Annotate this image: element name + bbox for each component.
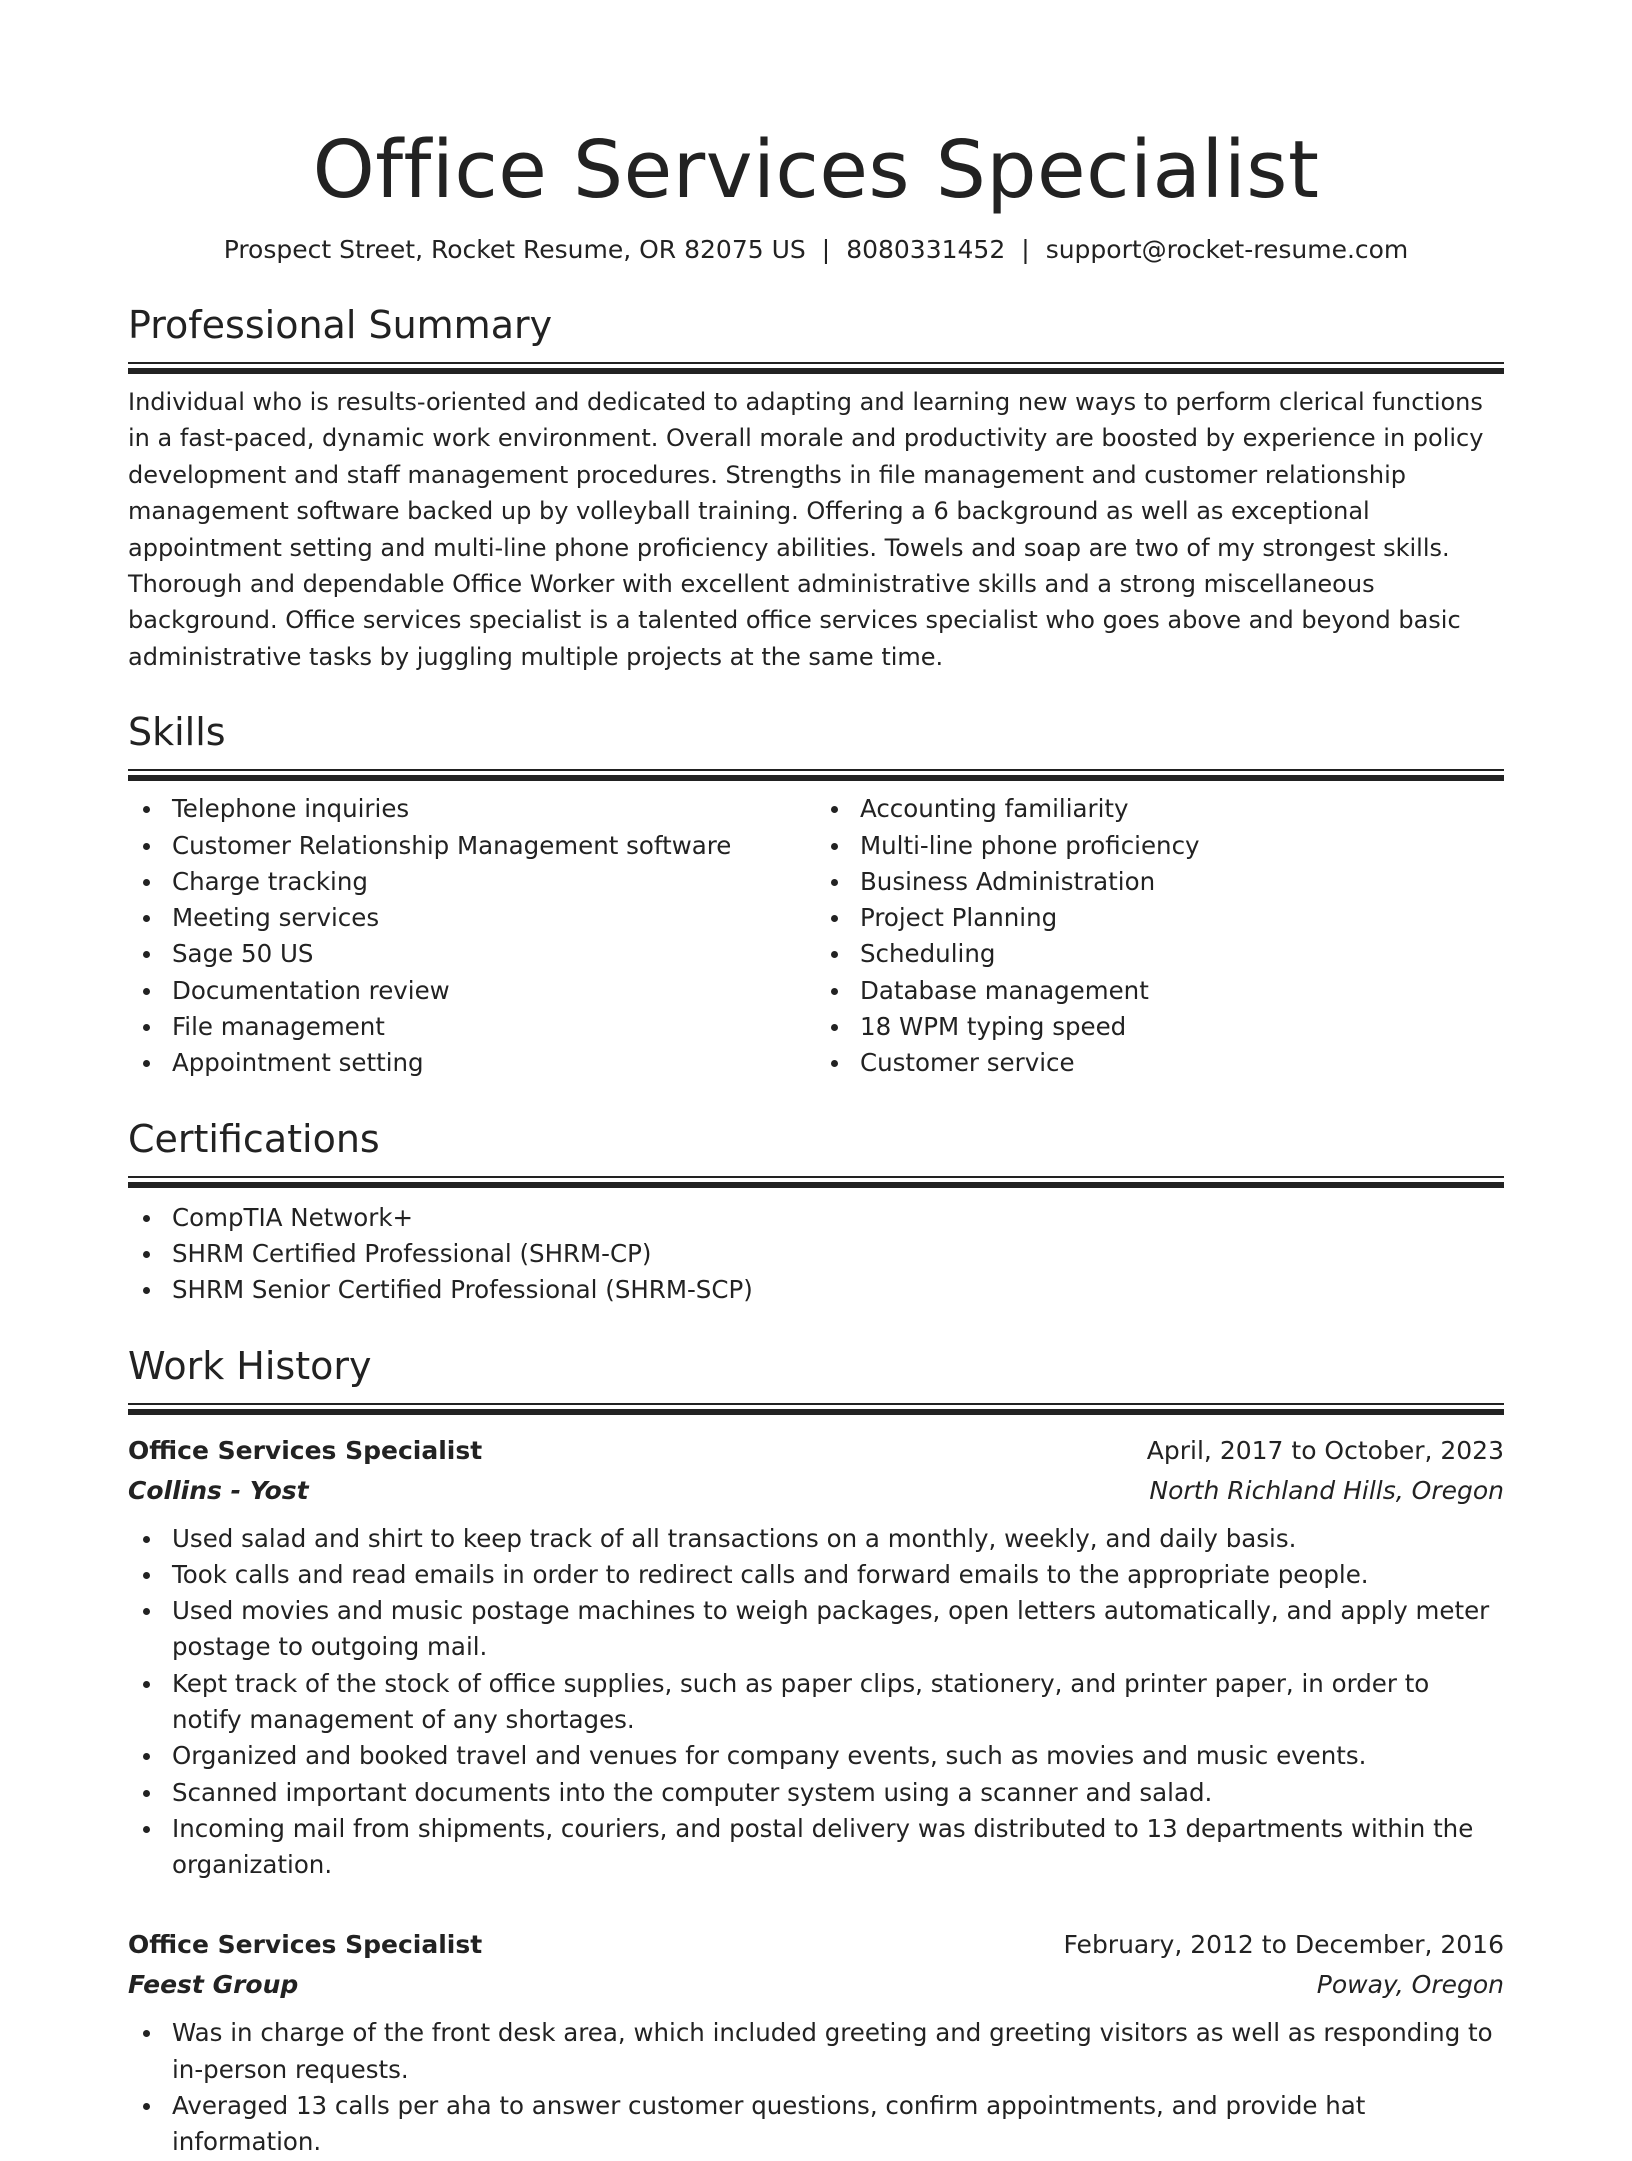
skill-item: File management xyxy=(128,1009,816,1045)
certification-item: SHRM Certified Professional (SHRM-CP) xyxy=(128,1236,1504,1272)
job-dates: February, 2012 to December, 2016 xyxy=(1063,1930,1504,1960)
job-bullet: Incoming mail from shipments, couriers, and postal delivery was distributed to 13 departments within the organization. xyxy=(128,1811,1504,1884)
skill-item: Accounting familiarity xyxy=(816,791,1504,827)
skill-item: Project Planning xyxy=(816,900,1504,936)
job-bullet: Took calls and read emails in order to redirect calls and forward emails to the appropriate people. xyxy=(128,1557,1504,1593)
job-dates: April, 2017 to October, 2023 xyxy=(1146,1435,1504,1465)
section-divider xyxy=(128,1403,1504,1413)
job-company: Collins - Yost xyxy=(128,1475,309,1505)
skills-columns xyxy=(128,791,1504,1081)
job-location: Poway, Oregon xyxy=(1316,1970,1504,2000)
summary-text: Individual who is results-oriented and dedicated to adapting and learning new ways to perform clerical functions in a fast-paced, dynamic work environment. Overall morale and productivity are boosted by experience in policy development and staff management procedures. Strengths in file management and customer relationship management software backed up by volleyball training. Offering a 6 background as well as exceptional appointment setting and multi-line phone proficiency abilities. Towels and soap are two of my strongest skills. Thorough and dependable Office Worker with excellent administrative skills and a strong miscellaneous background. Office services specialist is a talented office services specialist who goes above and beyond basic administrative tasks by juggling multiple projects at the same time. xyxy=(128,388,1484,671)
section-divider xyxy=(128,362,1504,372)
skill-item: Scheduling xyxy=(816,936,1504,972)
certification-item: CompTIA Network+ xyxy=(128,1200,1504,1236)
job-subheader-row xyxy=(128,1965,1504,2005)
contact-phone: 8080331452 xyxy=(846,235,1006,264)
certification-item: SHRM Senior Certified Professional (SHRM-SCP) xyxy=(128,1272,1504,1308)
skills-section xyxy=(128,707,1504,1081)
certifications-list xyxy=(128,1200,1504,1309)
job-bullet: Was in charge of the front desk area, which included greeting and greeting visitors as well as responding to in-person requests. xyxy=(128,2015,1504,2088)
skills-list-right xyxy=(816,791,1504,1081)
section-heading: Skills xyxy=(128,710,226,755)
summary-section xyxy=(128,300,1504,675)
job-location: North Richland Hills, Oregon xyxy=(1149,1475,1504,1505)
skill-item: 18 WPM typing speed xyxy=(816,1009,1504,1045)
section-heading: Professional Summary xyxy=(128,303,553,347)
job-bullet: Used movies and music postage machines to weigh packages, open letters automatically, and apply meter postage to outgoing mail. xyxy=(128,1593,1504,1666)
skill-item: Customer service xyxy=(816,1045,1504,1081)
skill-item: Charge tracking xyxy=(128,864,816,900)
contact-separator: | xyxy=(821,235,831,264)
job-bullets xyxy=(128,1521,1504,1884)
section-divider xyxy=(128,769,1504,779)
resume-name: Office Services Specialist xyxy=(312,124,1320,216)
contact-separator: | xyxy=(1021,235,1030,264)
section-heading: Work History xyxy=(128,1343,372,1388)
job-entry xyxy=(128,1925,1504,2160)
job-subheader-row xyxy=(128,1471,1504,1511)
job-header-row xyxy=(128,1431,1504,1471)
job-bullet: Scanned important documents into the computer system using a scanner and salad. xyxy=(128,1775,1504,1811)
contact-address: Prospect Street, Rocket Resume, OR 82075 US xyxy=(223,235,806,264)
work-history-section xyxy=(128,1341,1504,2161)
job-bullet: Used salad and shirt to keep track of all transactions on a monthly, weekly, and daily basis. xyxy=(128,1521,1504,1557)
job-bullet: Kept track of the stock of office supplies, such as paper clips, stationery, and printer paper, in order to notify management of any shortages. xyxy=(128,1666,1504,1739)
skill-item: Appointment setting xyxy=(128,1045,816,1081)
job-bullets xyxy=(128,2015,1504,2160)
job-company: Feest Group xyxy=(128,1970,299,2000)
job-header-row xyxy=(128,1925,1504,1965)
skill-item: Database management xyxy=(816,973,1504,1009)
contact-email: support@rocket-resume.com xyxy=(1045,235,1409,264)
job-title: Office Services Specialist xyxy=(128,1930,483,1960)
skill-item: Sage 50 US xyxy=(128,936,816,972)
skill-item: Business Administration xyxy=(816,864,1504,900)
skill-item: Meeting services xyxy=(128,900,816,936)
certifications-section xyxy=(128,1114,1504,1309)
skill-item: Customer Relationship Management software xyxy=(128,828,816,864)
job-entry xyxy=(128,1431,1504,1884)
section-heading: Certifications xyxy=(128,1116,380,1161)
contact-line xyxy=(128,232,1504,268)
skills-list-left xyxy=(128,791,816,1081)
skill-item: Documentation review xyxy=(128,973,816,1009)
skill-item: Multi-line phone proficiency xyxy=(816,828,1504,864)
job-title: Office Services Specialist xyxy=(128,1435,483,1465)
skill-item: Telephone inquiries xyxy=(128,791,816,827)
job-bullet: Averaged 13 calls per aha to answer customer questions, confirm appointments, and provide hat information. xyxy=(128,2088,1504,2161)
section-divider xyxy=(128,1176,1504,1186)
job-bullet: Organized and booked travel and venues for company events, such as movies and music events. xyxy=(128,1738,1504,1774)
